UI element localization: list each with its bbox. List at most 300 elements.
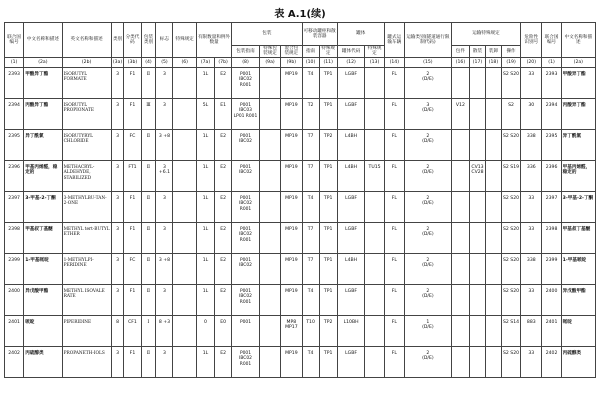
special-cell (173, 222, 196, 253)
ts-load-cell (485, 160, 501, 191)
limited-qty-cell: 1L (196, 67, 214, 98)
ts-load-cell (485, 315, 501, 346)
tank-code-cell: LGBF (337, 222, 365, 253)
header-transport-special: 运输特殊规定 (451, 23, 520, 46)
tank-code-cell: L4BH (337, 253, 365, 284)
pkg-group-cell: Ⅱ (141, 222, 156, 253)
cn-name-cell: 甲基丙烯醛，稳定的 (24, 160, 62, 191)
pkg-special-cell (259, 315, 280, 346)
column-code: (13) (365, 57, 384, 67)
cn-name-cell: 1-甲基哌啶 (24, 253, 62, 284)
un-no-2-cell: 2401 (542, 315, 561, 346)
tank-code-cell: LGBF (337, 346, 365, 377)
header-packaging: 包装 (232, 23, 302, 46)
mixed-cell: MP19 (281, 284, 302, 315)
table-title: 表 A.1(续) (274, 9, 326, 20)
pkg-special-cell (259, 222, 280, 253)
tank-spec-cell (365, 98, 384, 129)
vehicle-cell: FL (384, 315, 404, 346)
cn-name-2-cell: 丙酸异丁酯 (561, 98, 595, 129)
pkg-instr-cell: P001 IBC02 R001 (232, 222, 260, 253)
hazard-no-cell: 338 (521, 253, 542, 284)
class-code-cell: F1 (124, 284, 141, 315)
tunnel-code: (D/E) (422, 294, 434, 300)
excepted-qty-cell: E2 (215, 346, 232, 377)
limited-qty-cell: 1L (196, 129, 214, 160)
vehicle-cell: FL (384, 160, 404, 191)
vehicle-cell: FL (384, 346, 404, 377)
transport-cat-value: 2 (426, 195, 430, 201)
en-name-cell: ISOBUTYL PROPIONATE (62, 98, 111, 129)
un-no-cell: 2398 (5, 222, 24, 253)
transport-cat-value: 2 (426, 257, 430, 263)
ts-pkg-cell (451, 315, 469, 346)
tunnel-code: (D/E) (422, 232, 434, 238)
cn-name-2-cell: 异戊酸甲酯 (561, 284, 595, 315)
ts-load-cell (485, 222, 501, 253)
tank-instr-cell: T2 (302, 98, 319, 129)
tank-code-cell: L4BH (337, 129, 365, 160)
column-code: (16) (451, 57, 469, 67)
tank-instr-cell: T4 (302, 67, 319, 98)
limited-qty-cell: 1L (196, 253, 214, 284)
transport-cat-cell (404, 129, 451, 160)
special-cell (173, 191, 196, 222)
tunnel-code: (D/E) (422, 356, 434, 362)
header-en-name: 英文名称和描述 (62, 23, 111, 58)
transport-cat-cell (404, 222, 451, 253)
un-no-cell: 2396 (5, 160, 24, 191)
header-special: 特殊规定 (173, 23, 196, 58)
header-tank-group: 可移动罐柜和散装容器 (302, 23, 337, 46)
class-cell: 8 (111, 315, 124, 346)
hazard-no-cell: 33 (521, 67, 542, 98)
pkg-group-cell: Ⅲ (141, 98, 156, 129)
en-name-cell: PIPERIDINE (62, 315, 111, 346)
vehicle-cell: FL (384, 253, 404, 284)
cn-name-2-cell: 异丁酰氯 (561, 129, 595, 160)
hazard-no-cell: 30 (521, 98, 542, 129)
pkg-instr-cell: P001 IBC02 R001 (232, 284, 260, 315)
special-cell (173, 315, 196, 346)
tank-instr-cell: T7 (302, 253, 319, 284)
table-row (5, 160, 596, 191)
special-cell (173, 98, 196, 129)
excepted-qty-cell: E2 (215, 67, 232, 98)
hazard-no-cell: 33 (521, 222, 542, 253)
ts-bulk-cell (469, 222, 485, 253)
header-tank-spec: 特殊规定 (365, 46, 384, 58)
tank-special-cell: TP1 (319, 98, 337, 129)
pkg-group-cell: Ⅱ (141, 346, 156, 377)
labels-cell: 8 +3 (156, 315, 173, 346)
un-no-cell: 2394 (5, 98, 24, 129)
pkg-instr-cell: P001 IBC02 R001 (232, 67, 260, 98)
tunnel-code: (D/E) (422, 170, 434, 176)
class-code-cell: FC (124, 129, 141, 160)
pkg-instr-cell: P001 IBC02 (232, 253, 260, 284)
column-code: (5) (156, 57, 173, 67)
special-cell (173, 160, 196, 191)
labels-cell: 3 (156, 67, 173, 98)
en-name-cell: METHYL tert-BUTYL ETHER (62, 222, 111, 253)
header-ts-bulk: 散装 (469, 46, 485, 58)
excepted-qty-cell: E1 (215, 98, 232, 129)
un-no-cell: 2395 (5, 129, 24, 160)
excepted-qty-cell: E2 (215, 253, 232, 284)
tank-special-cell: TP2 (319, 129, 337, 160)
cn-name-2-cell: 哌啶 (561, 315, 595, 346)
excepted-qty-cell: E2 (215, 222, 232, 253)
en-name-cell: 1-METHYLPI-PERIDINE (62, 253, 111, 284)
class-code-cell: F1 (124, 67, 141, 98)
column-code: (10) (302, 57, 319, 67)
header-ts-load: 装卸 (485, 46, 501, 58)
labels-cell: 3 (156, 98, 173, 129)
tank-instr-cell: T4 (302, 346, 319, 377)
un-no-cell: 2400 (5, 284, 24, 315)
mixed-cell: MP19 (281, 129, 302, 160)
un-no-2-cell: 2396 (542, 160, 561, 191)
mixed-cell: MP19 (281, 98, 302, 129)
tank-code-cell: L4BH (337, 160, 365, 191)
column-code: (9a) (259, 57, 280, 67)
special-cell (173, 253, 196, 284)
column-code: (18) (485, 57, 501, 67)
cn-name-2-cell: 3-甲基-2-丁酮 (561, 191, 595, 222)
header-cn-name-2: 中文名称和描述 (561, 23, 595, 58)
mixed-cell: MP19 (281, 346, 302, 377)
ts-bulk-cell (469, 67, 485, 98)
mixed-cell: MP8 MP17 (281, 315, 302, 346)
ts-bulk-cell (469, 346, 485, 377)
class-code-cell: FC (124, 253, 141, 284)
cn-name-2-cell: 甲基丙烯醛，稳定的 (561, 160, 595, 191)
labels-cell: 3 +6.1 (156, 160, 173, 191)
tank-special-cell: TP2 (319, 315, 337, 346)
ts-pkg-cell: V12 (451, 98, 469, 129)
column-code: (15) (404, 57, 451, 67)
limited-qty-cell: 1L (196, 191, 214, 222)
pkg-group-cell: Ⅱ (141, 191, 156, 222)
ts-op-cell: S2 (501, 98, 520, 129)
tank-spec-cell (365, 129, 384, 160)
labels-cell: 3 +8 (156, 129, 173, 160)
header-ts-op: 操作 (501, 46, 520, 58)
class-code-cell: F1 (124, 346, 141, 377)
ts-load-cell (485, 284, 501, 315)
header-labels: 标志 (156, 23, 173, 58)
tunnel-code: (D/E) (422, 139, 434, 145)
column-code: (14) (384, 57, 404, 67)
tank-instr-cell: T7 (302, 222, 319, 253)
column-code: (3b) (124, 57, 141, 67)
en-name-cell: METHYL ISOVALE RATE (62, 284, 111, 315)
tank-spec-cell (365, 222, 384, 253)
tank-instr-cell: T10 (302, 315, 319, 346)
header-class-code: 分类代码 (124, 23, 141, 58)
un-no-2-cell: 2398 (542, 222, 561, 253)
special-cell (173, 67, 196, 98)
pkg-special-cell (259, 191, 280, 222)
tunnel-code: (D/E) (422, 325, 434, 331)
tank-special-cell: TP1 (319, 222, 337, 253)
ts-op-cell: S2 S20 (501, 67, 520, 98)
tank-instr-cell: T4 (302, 284, 319, 315)
ts-pkg-cell (451, 222, 469, 253)
limited-qty-cell: 1L (196, 346, 214, 377)
un-no-cell: 2397 (5, 191, 24, 222)
special-cell (173, 129, 196, 160)
cn-name-2-cell: 丙硫醇类 (561, 346, 595, 377)
excepted-qty-cell: E2 (215, 191, 232, 222)
tunnel-code: (D/E) (422, 108, 434, 114)
tank-instr-cell: T4 (302, 191, 319, 222)
ts-load-cell (485, 129, 501, 160)
tank-code-cell: LGBF (337, 191, 365, 222)
tank-special-cell: TP1 (319, 346, 337, 377)
limited-qty-cell: 5L (196, 98, 214, 129)
cn-name-2-cell: 甲基叔丁基醚 (561, 222, 595, 253)
table-row (5, 315, 596, 346)
ts-pkg-cell (451, 346, 469, 377)
tank-spec-cell: TU15 (365, 160, 384, 191)
column-code: (20) (521, 57, 542, 67)
vehicle-cell: FL (384, 284, 404, 315)
column-code: (1) (5, 57, 24, 67)
un-no-2-cell: 2399 (542, 253, 561, 284)
ts-bulk-cell (469, 284, 485, 315)
ts-bulk-cell (469, 191, 485, 222)
transport-cat-value: 2 (426, 226, 430, 232)
pkg-group-cell: Ⅱ (141, 253, 156, 284)
class-cell: 3 (111, 284, 124, 315)
transport-cat-cell (404, 284, 451, 315)
header-tank-main: 罐体 (337, 23, 384, 46)
excepted-qty-cell: E2 (215, 160, 232, 191)
tunnel-code: (D/E) (422, 201, 434, 207)
pkg-instr-cell: P001 (232, 315, 260, 346)
table-row (5, 253, 596, 284)
pkg-instr-cell: P001 IBC02 (232, 160, 260, 191)
header-ts-pkg: 包件 (451, 46, 469, 58)
un-no-cell: 2402 (5, 346, 24, 377)
pkg-special-cell (259, 160, 280, 191)
pkg-instr-cell: P001 IBC02 R001 (232, 346, 260, 377)
ts-load-cell (485, 346, 501, 377)
header-hazard-no: 危险性识别号 (521, 23, 542, 58)
column-code: (7b) (215, 57, 232, 67)
ts-bulk-cell (469, 98, 485, 129)
class-code-cell: F1 (124, 191, 141, 222)
mixed-cell: MP19 (281, 253, 302, 284)
pkg-special-cell (259, 253, 280, 284)
vehicle-cell: FL (384, 191, 404, 222)
excepted-qty-cell: E2 (215, 284, 232, 315)
ts-bulk-cell (469, 253, 485, 284)
hazard-no-cell: 336 (521, 160, 542, 191)
limited-qty-cell: 1L (196, 222, 214, 253)
header-un-no: 联合国编号 (5, 23, 24, 58)
class-cell: 3 (111, 67, 124, 98)
header-mixed: 混合包装规定 (281, 46, 302, 58)
header-pkg-group: 包装类别 (141, 23, 156, 58)
limited-qty-cell: 1L (196, 160, 214, 191)
class-code-cell: CF1 (124, 315, 141, 346)
class-cell: 3 (111, 222, 124, 253)
pkg-special-cell (259, 67, 280, 98)
un-no-2-cell: 2395 (542, 129, 561, 160)
en-name-cell: PROPANETH-IOLS (62, 346, 111, 377)
cn-name-2-cell: 1-甲基哌啶 (561, 253, 595, 284)
class-code-cell: FT1 (124, 160, 141, 191)
cn-name-cell: 丙酸异丁酯 (24, 98, 62, 129)
hazard-no-cell: 33 (521, 346, 542, 377)
transport-cat-cell (404, 315, 451, 346)
ts-op-cell: S2 S19 (501, 160, 520, 191)
column-code: (7a) (196, 57, 214, 67)
column-code: (1) (542, 57, 561, 67)
class-code-cell: F1 (124, 222, 141, 253)
tunnel-code: (D/E) (422, 77, 434, 83)
limited-qty-cell: 1L (196, 284, 214, 315)
tank-special-cell: TP1 (319, 284, 337, 315)
pkg-instr-cell: P001 IBC03 LP01 R001 (232, 98, 260, 129)
pkg-group-cell: Ⅱ (141, 284, 156, 315)
header-transport-cat: 运输类别(隧道通行限制代码) (404, 23, 451, 58)
vehicle-cell: FL (384, 129, 404, 160)
cn-name-2-cell: 甲酸异丁酯 (561, 67, 595, 98)
tank-code-cell: LGBF (337, 67, 365, 98)
ts-bulk-cell (469, 315, 485, 346)
cn-name-cell: 3-甲基-2-丁酮 (24, 191, 62, 222)
column-code: (9b) (281, 57, 302, 67)
un-no-2-cell: 2394 (542, 98, 561, 129)
ts-pkg-cell (451, 284, 469, 315)
table-body (5, 67, 596, 377)
pkg-instr-cell: P001 IBC02 R001 (232, 191, 260, 222)
transport-cat-cell (404, 67, 451, 98)
en-name-cell: 3-METHYLBU-TAN-2-ONE (62, 191, 111, 222)
cn-name-cell: 甲酸异丁酯 (24, 67, 62, 98)
ts-op-cell: S2 S20 (501, 253, 520, 284)
class-cell: 3 (111, 346, 124, 377)
dangerous-goods-table (4, 22, 596, 378)
tank-spec-cell (365, 315, 384, 346)
cn-name-cell: 异戊酸甲酯 (24, 284, 62, 315)
mixed-cell: MP19 (281, 160, 302, 191)
header-tank-special: 特殊规定 (319, 46, 337, 58)
header-cn-name: 中文名称和描述 (24, 23, 62, 58)
transport-cat-value: 2 (426, 350, 430, 356)
vehicle-cell: FL (384, 67, 404, 98)
transport-cat-value: 2 (426, 164, 430, 170)
pkg-group-cell: Ⅱ (141, 67, 156, 98)
hazard-no-cell: 883 (521, 315, 542, 346)
tank-special-cell: TP1 (319, 253, 337, 284)
labels-cell: 3 (156, 222, 173, 253)
pkg-group-cell: Ⅰ (141, 315, 156, 346)
class-cell: 3 (111, 129, 124, 160)
class-cell: 3 (111, 160, 124, 191)
ts-op-cell: S2 S20 (501, 346, 520, 377)
mixed-cell: MP19 (281, 222, 302, 253)
special-cell (173, 346, 196, 377)
tank-special-cell: TP1 (319, 191, 337, 222)
header-pkg-special: 特殊包装规定 (259, 46, 280, 58)
header-tank-code: 罐体代码 (337, 46, 365, 58)
un-no-cell: 2401 (5, 315, 24, 346)
header-class: 类别 (111, 23, 124, 58)
column-code: (19) (501, 57, 520, 67)
table-row (5, 284, 596, 315)
transport-cat-value: 2 (426, 133, 430, 139)
un-no-2-cell: 2402 (542, 346, 561, 377)
table-row (5, 67, 596, 98)
ts-op-cell: S2 S20 (501, 222, 520, 253)
pkg-special-cell (259, 284, 280, 315)
ts-pkg-cell (451, 191, 469, 222)
pkg-group-cell: Ⅱ (141, 160, 156, 191)
un-no-2-cell: 2393 (542, 67, 561, 98)
en-name-cell: ISOBUTYL FORMATE (62, 67, 111, 98)
transport-cat-value: 3 (426, 102, 430, 108)
column-code: (4) (141, 57, 156, 67)
pkg-special-cell (259, 129, 280, 160)
limited-qty-cell: 0 (196, 315, 214, 346)
tank-spec-cell (365, 284, 384, 315)
tank-code-cell: LGBF (337, 284, 365, 315)
table-row (5, 98, 596, 129)
tank-spec-cell (365, 191, 384, 222)
table-row (5, 129, 596, 160)
column-code: (8) (232, 57, 260, 67)
tank-instr-cell: T7 (302, 160, 319, 191)
header-pkg-instr: 包装指南 (232, 46, 260, 58)
ts-bulk-cell: CV13 CV28 (469, 160, 485, 191)
table-row (5, 222, 596, 253)
tank-instr-cell: T7 (302, 129, 319, 160)
pkg-special-cell (259, 346, 280, 377)
mixed-cell: MP19 (281, 191, 302, 222)
column-code: (12) (337, 57, 365, 67)
vehicle-cell: FL (384, 98, 404, 129)
ts-pkg-cell (451, 160, 469, 191)
header-limited: 有限数量和例外数量 (196, 23, 231, 58)
ts-pkg-cell (451, 67, 469, 98)
vehicle-cell: FL (384, 222, 404, 253)
tunnel-code: (D/E) (422, 263, 434, 269)
un-no-2-cell: 2400 (542, 284, 561, 315)
header-vehicle: 罐式运输车辆 (384, 23, 404, 58)
ts-bulk-cell (469, 129, 485, 160)
transport-cat-value: 1 (426, 319, 430, 325)
transport-cat-value: 2 (426, 288, 430, 294)
ts-op-cell: S2 S20 (501, 191, 520, 222)
column-code: (2a) (24, 57, 62, 67)
transport-cat-value: 2 (426, 71, 430, 77)
ts-pkg-cell (451, 129, 469, 160)
ts-load-cell (485, 67, 501, 98)
class-cell: 3 (111, 191, 124, 222)
pkg-group-cell: Ⅱ (141, 129, 156, 160)
table-row (5, 191, 596, 222)
class-cell: 3 (111, 253, 124, 284)
table-row (5, 346, 596, 377)
un-no-cell: 2393 (5, 67, 24, 98)
en-name-cell: METHACRYL-ALDEHYDE, STABILIZED (62, 160, 111, 191)
ts-op-cell: S2 S20 (501, 284, 520, 315)
